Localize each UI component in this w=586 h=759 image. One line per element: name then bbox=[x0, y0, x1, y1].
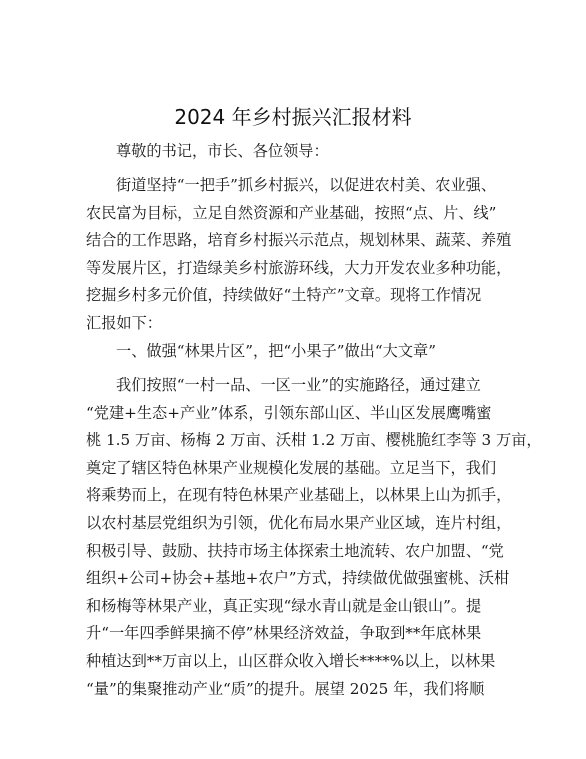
section-heading bbox=[86, 338, 512, 366]
text-line: 升“一年四季鲜果摘不停”林果经济效益，争取到**年底林果 bbox=[86, 624, 482, 643]
text-line: 以农村基层党组织为引领，优化布局水果产业区域，连片村组， bbox=[86, 513, 512, 532]
text-line: 结合的工作思路，培育乡村振兴示范点，规划林果、蔬菜、养殖 bbox=[86, 231, 512, 250]
text-line: 挖掘乡村多元价值，持续做好“土特产”文章。现将工作情况 bbox=[86, 286, 482, 305]
text-line: 农民富为目标，立足自然资源和产业基础，按照“点、片、线” bbox=[86, 203, 497, 222]
text-line: 我们按照“一村一品、一区一业”的实施路径，通过建立 bbox=[116, 376, 481, 394]
text-line: 和杨梅等林果产业，真正实现“绿水青山就是金山银山”。提 bbox=[86, 596, 482, 615]
document-title: 2024 年乡村振兴汇报材料 bbox=[174, 105, 412, 129]
text-line: 种植达到**万亩以上，山区群众收入增长****%以上，以林果 bbox=[86, 651, 496, 670]
text-line: 街道坚持“一把手”抓乡村振兴，以促进农村美、农业强、 bbox=[116, 176, 497, 194]
intro-paragraph bbox=[86, 172, 512, 338]
text-line: 汇报如下： bbox=[86, 313, 162, 332]
salutation-line: 尊敬的书记，市长、各位领导： bbox=[116, 142, 329, 160]
text-line: 奠定了辖区特色林果产业规模化发展的基础。立足当下，我们 bbox=[86, 458, 497, 477]
section-1-heading: 一、做强“林果片区”，把“小果子”做出“大文章” bbox=[116, 342, 436, 360]
text-line: 组织+公司+协会+基地+农户”方式，持续做优做强蜜桃、沃柑 bbox=[86, 569, 510, 588]
text-line: 将乘势而上，在现有特色林果产业基础上，以林果上山为抓手， bbox=[86, 486, 512, 505]
salutation bbox=[86, 138, 512, 166]
section-1-paragraph bbox=[86, 372, 542, 703]
text-line: 桃 1.5 万亩、杨梅 2 万亩、沃柑 1.2 万亩、樱桃脆红李等 3 万亩， bbox=[86, 431, 542, 450]
text-line: “党建+生态+产业”体系，引领东部山区、半山区发展鹰嘴蜜 bbox=[86, 403, 492, 422]
text-line: 积极引导、鼓励、扶持市场主体探索土地流转、农户加盟、“党 bbox=[86, 541, 504, 560]
text-line: “量”的集聚推动产业“质”的提升。展望 2025 年，我们将顺 bbox=[86, 679, 485, 698]
text-line: 等发展片区，打造绿美乡村旅游环线，大力开发农业多种功能， bbox=[86, 258, 512, 277]
